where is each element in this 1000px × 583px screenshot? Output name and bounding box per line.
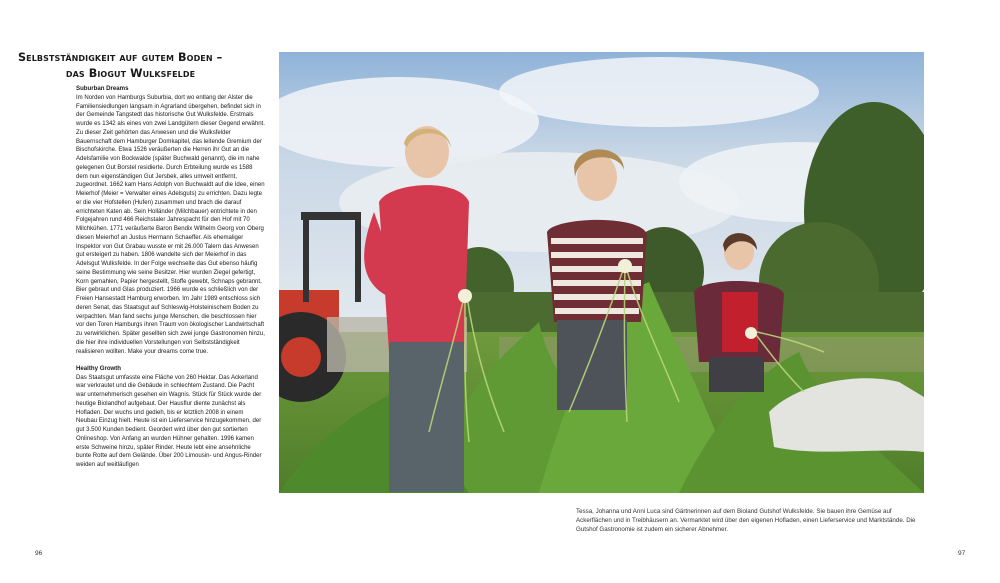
title-line-1: Selbstständigkeit auf gutem Boden –	[18, 51, 223, 64]
photo-caption: Tessa, Johanna und Anni Luca sind Gärtnerinnen auf dem Bioland Gutshof Wulksfelde. Sie bauen ihre Gemüse auf Ackerflächen und in Treibhäusern an. Vermarktet wird über den eigenen Hofladen, einen Lieferservice und Marktstände. Die Gutshof Gastronomie ist zudem ein sicherer Abnehmer.	[576, 508, 916, 534]
section-heading-healthy-growth: Healthy Growth	[76, 364, 122, 372]
section-body-healthy-growth: Das Staatsgut umfasste eine Fläche von 260 Hektar. Das Ackerland war verkrautet und die Gebäude in schlechtem Zustand. Die Pacht war unternehmerisch gesehen ein Wagnis. Stück für Stück wurde der heutige Biolandhof aufgebaut. Der Hausflur diente zunächst als Hofladen. Der wuchs und gedieh, bis er letztlich 2008 in einem Neubau Einzug hielt. Heute ist ein Lieferservice hinzugekommen, der gut 3.500 Kunden bedient. Geordert wird über den gut sortierten Onlineshop. Von Anfang an wurden Hühner gehalten. 1996 kamen erste Schweine hinzu, später Rinder. Heute lebt eine ansehnliche bunte Rotte auf dem Gelände. Über 200 Limousin- und Angus-Rinder weiden auf weitläufigen	[76, 374, 262, 469]
page-number-left: 96	[35, 550, 43, 557]
photo-gardeners-fennel	[279, 52, 924, 493]
title-line-2: das Biogut Wulksfelde	[65, 67, 196, 80]
section-body-suburban-dreams: Im Norden von Hamburgs Suburbia, dort wo entlang der Alster die Familiensiedlungen langsam in Agrarland übergehen, befindet sich in der Gemeinde Tangstedt das historische Gut Wulksfelde. Erstmals wurde es 1342 als eines von zwei Landgütern dieser Gegend erwähnt. Zu dieser Zeit gehörten das Anwesen und die Wulksfelder Bauernschaft dem Hamburger Domkapitel, das leitende Gremium der Bischofskirche. Etwa 1526 veräußerten die Herren ihr Gut an die Adelsfamilie von Bockwalde (später Buchwald genannt), die im nahe gelegenen Gut Borstel residierte. Durch Erbteilung wurde es 1588 dem nun eigenständigen Gut Jersbek, alles umweit entfernt, zugeordnet. 1662 kam Hans Adolph von Buchwaldt auf die Idee, einen Meierhof (Meier = Verwalter eines Adelsguts) zu errichten. Dazu legte er die vier Hofstellen (Hufen) zusammen und brach die darauf errichteten Katen ab. Sein Holländer (Milchbauer) entrichtete in den Folgejahren rund 466 Reichstaler Jahrespacht für den Hof mit 70 Milchkühen. 1771 veräußerte Baron Bendix Wilhelm Georg von Oberg diesen Meierhof an Justus Hermann Schaeffer. Als ehemaliger Inspektor von Gut Grabau wusste er mit 26.000 Talern das Anwesen gut ersteigert zu haben. 1806 wandelte sich der Meierhof in das Adelsgut Wulksfelde. In der Folge wechselte das Gut ebenso häufig seine Bestimmung wie seine Besitzer. Hier wurden Ziegel gefertigt, Korn gemahlen, Papier hergestellt, Stoffe gewebt, Schnaps gebrannt, Bier gebraut und Glas produziert. 1966 wurde es schließlich von der Freien Hansestadt Hamburg erworben. Im Jahr 1989 entschloss sich deren Senat, das Staatsgut auf Schleswig-Holsteinischem Boden zu verpachten. Man fand sechs junge Menschen, die beschlossen hier vor den Toren Hamburgs ihren Traum von ökologischer Landwirtschaft zu verwirklichen. Später gesellten sich zwei junge Gastronomen hinzu, die hier ihre individuellen Vorstellungen von Selbstständigkeit realisieren wollten. Make your dreams come true.	[76, 94, 265, 355]
section-heading-suburban-dreams: Suburban Dreams	[76, 85, 129, 92]
text-column	[76, 85, 265, 479]
page-number-right: 97	[958, 550, 966, 557]
article-title	[18, 50, 273, 82]
